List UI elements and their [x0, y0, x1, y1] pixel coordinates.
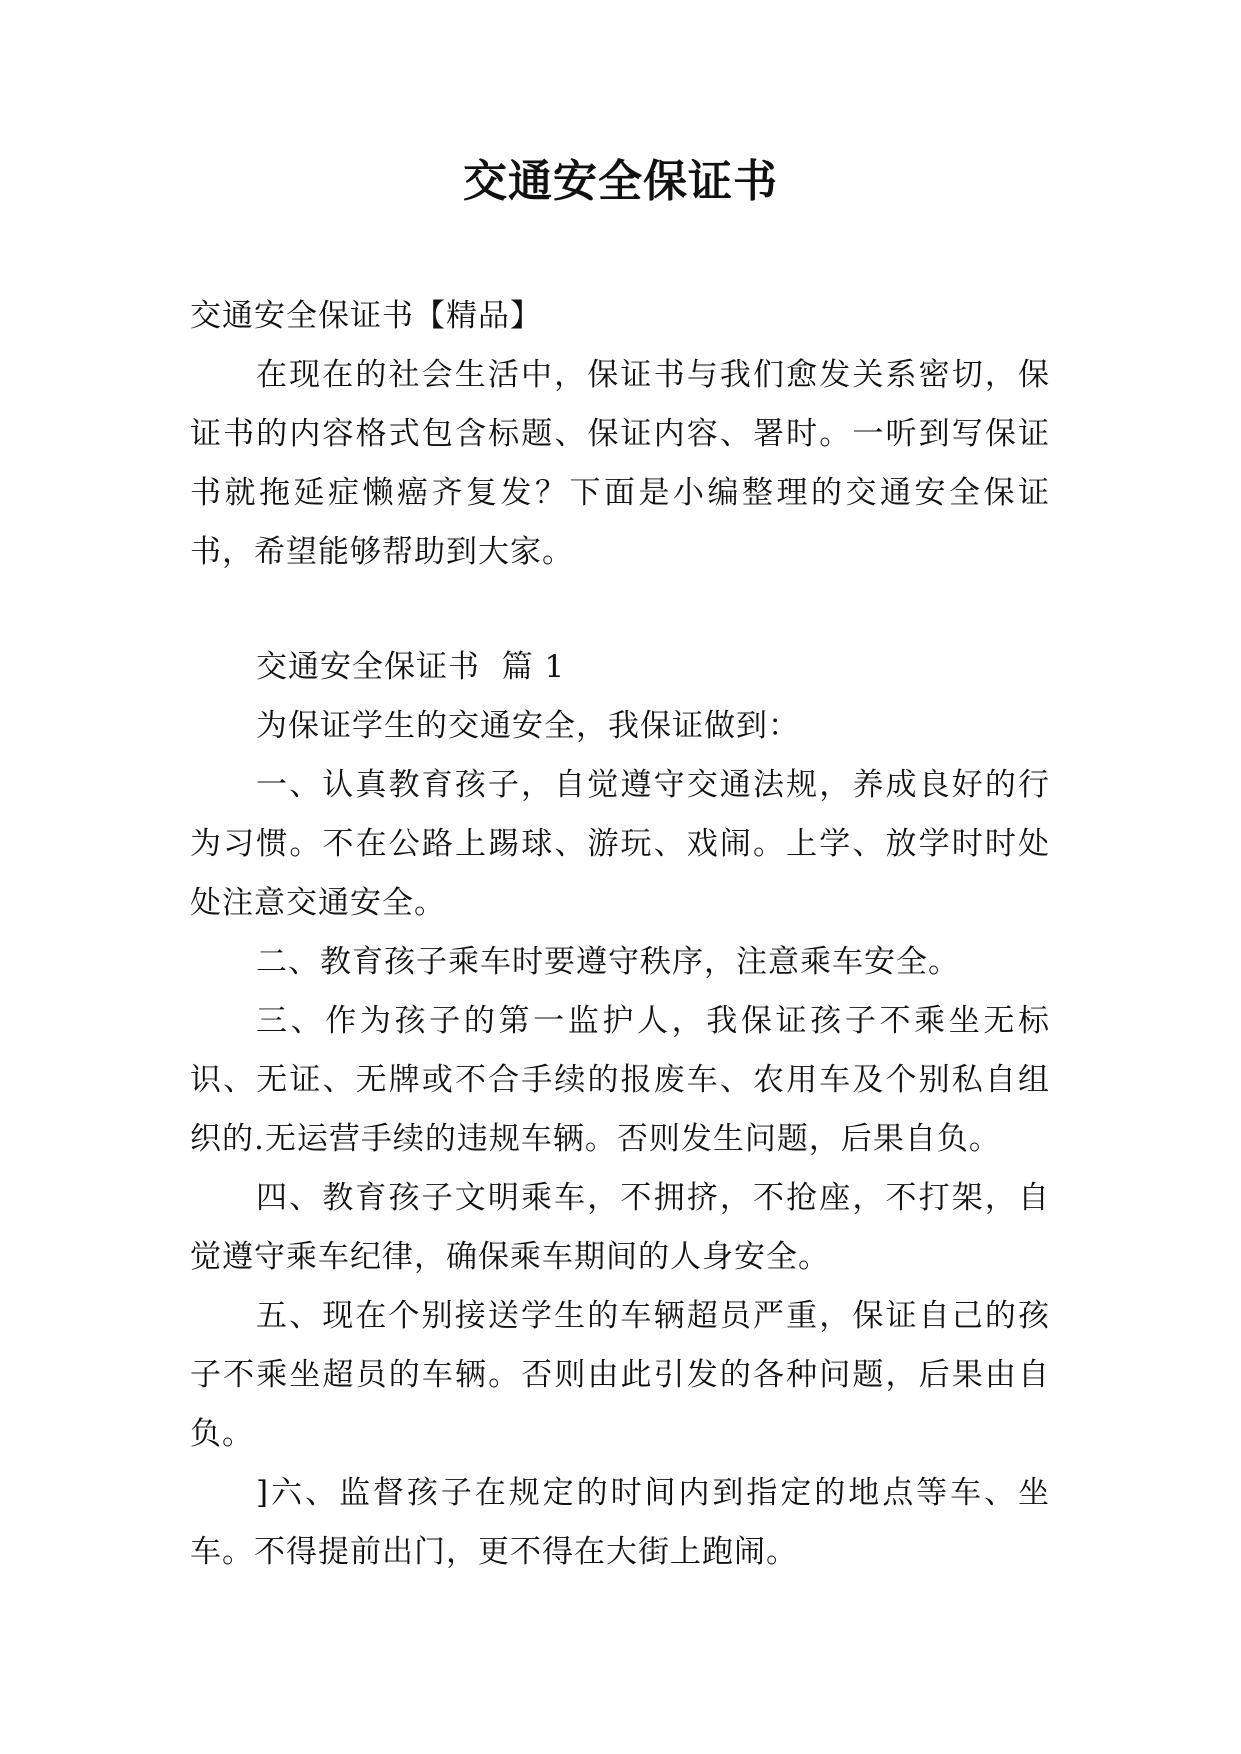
- item-paragraph-5: 五、现在个别接送学生的车辆超员严重，保证自己的孩子不乘坐超员的车辆。否则由此引发的各种问题，后果由自负。: [190, 1298, 1050, 1452]
- intro-paragraph: 在现在的社会生活中，保证书与我们愈发关系密切，保证书的内容格式包含标题、保证内容、署时。一听到写保证书就拖延症懒癌齐复发？下面是小编整理的交通安全保证书，希望能够帮助到大家。: [190, 357, 1050, 570]
- document-body: [190, 287, 1050, 1582]
- item-paragraph-2: 二、教育孩子乘车时要遵守秩序，注意乘车安全。: [256, 944, 960, 980]
- subtitle: 交通安全保证书【精品】: [190, 298, 542, 334]
- lead-paragraph: 为保证学生的交通安全，我保证做到：: [256, 708, 800, 744]
- item-paragraph-3: 三、作为孩子的第一监护人，我保证孩子不乘坐无标识、无证、无牌或不合手续的报废车、农用车及个别私自组织的.无运营手续的违规车辆。否则发生问题，后果自负。: [190, 1003, 1050, 1157]
- item-paragraph-6: ]六、监督孩子在规定的时间内到指定的地点等车、坐车。不得提前出门，更不得在大街上跑闹。: [190, 1475, 1050, 1570]
- item-paragraph-1: 一、认真教育孩子，自觉遵守交通法规，养成良好的行为习惯。不在公路上踢球、游玩、戏闹。上学、放学时时处处注意交通安全。: [190, 767, 1050, 921]
- document-title: 交通安全保证书: [463, 156, 778, 207]
- section-heading: 交通安全保证书 篇 1: [256, 649, 566, 685]
- item-paragraph-4: 四、教育孩子文明乘车，不拥挤，不抢座，不打架，自觉遵守乘车纪律，确保乘车期间的人身安全。: [190, 1180, 1050, 1275]
